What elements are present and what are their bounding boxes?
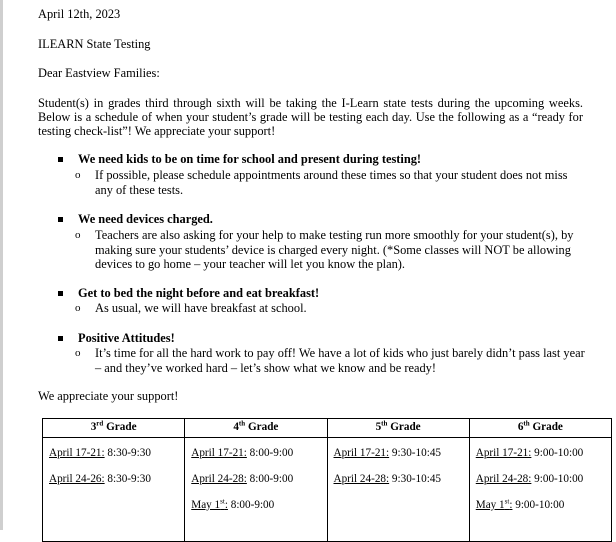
schedule-slot: April 24-28: 8:00-9:00 (191, 473, 294, 485)
circle-bullet-icon: o (75, 302, 81, 314)
schedule-header-row (43, 419, 612, 438)
grade-3-header: 3rd Grade (43, 419, 185, 438)
checklist-detail: o If possible, please schedule appointments around these times so that your student does not miss any of these tests. (75, 168, 568, 197)
grade-4-header: 4th Grade (185, 419, 327, 438)
grade-3-slots (43, 438, 185, 542)
schedule-slot: April 17-21: 9:00-10:00 (475, 447, 584, 459)
checklist-heading: Get to bed the night before and eat breakfast! (78, 286, 320, 300)
grade-6-header: 6th Grade (469, 419, 611, 438)
letter-closing: We appreciate your support! (38, 389, 179, 403)
circle-bullet-icon: o (75, 347, 81, 359)
letter-subject: ILEARN State Testing (38, 37, 151, 51)
schedule-slot: April 24-26: 8:30-9:30 (49, 473, 151, 485)
grade-4-slots (185, 438, 327, 542)
circle-bullet-icon: o (75, 169, 81, 181)
grade-5-header: 5th Grade (327, 419, 469, 438)
checklist-heading: Positive Attitudes! (78, 331, 175, 345)
checklist-heading: We need devices charged. (78, 212, 213, 226)
checklist-detail: o As usual, we will have breakfast at school. (75, 301, 307, 315)
square-bullet-icon (58, 217, 63, 222)
square-bullet-icon (58, 157, 63, 162)
square-bullet-icon (58, 336, 63, 341)
checklist-detail: o It’s time for all the hard work to pay off! We have a lot of kids who just barely didn’t pass last year – and they’ve worked hard – let’s show what we know and be ready! (75, 346, 585, 375)
testing-schedule-table (42, 418, 612, 542)
grade-5-slots (327, 438, 469, 542)
schedule-slot: April 24-28: 9:00-10:00 (475, 473, 584, 485)
checklist-detail: o Teachers are also asking for your help to make testing run more smoothly for your student(s), by making sure your students’ device is charged every night. (*Some classes will NOT be allowing devices to go home – your teacher will let you know the plan). (75, 228, 574, 271)
letter-greeting: Dear Eastview Families: (38, 66, 160, 80)
schedule-slot: April 17-21: 9:30-10:45 (333, 447, 442, 459)
page-edge (0, 0, 3, 530)
checklist-heading: We need kids to be on time for school and present during testing! (78, 152, 422, 166)
schedule-slot: April 17-21: 8:00-9:00 (191, 447, 294, 459)
schedule-slot: April 24-28: 9:30-10:45 (333, 473, 442, 485)
letter-date: April 12th, 2023 (38, 7, 121, 21)
circle-bullet-icon: o (75, 229, 81, 241)
schedule-slot: April 17-21: 8:30-9:30 (49, 447, 151, 459)
grade-6-slots (469, 438, 611, 542)
schedule-slot: May 1st: 9:00-10:00 (475, 497, 565, 511)
schedule-row (43, 438, 612, 542)
square-bullet-icon (58, 291, 63, 296)
intro-paragraph: Student(s) in grades third through sixth will be taking the I-Learn state tests during the upcoming weeks. Below is a schedule of when your student’s grade will be testing each day. Use the following as a “ready for testing check-list”! We appreciate your support! (38, 96, 583, 138)
schedule-slot: May 1st: 8:00-9:00 (191, 497, 275, 511)
